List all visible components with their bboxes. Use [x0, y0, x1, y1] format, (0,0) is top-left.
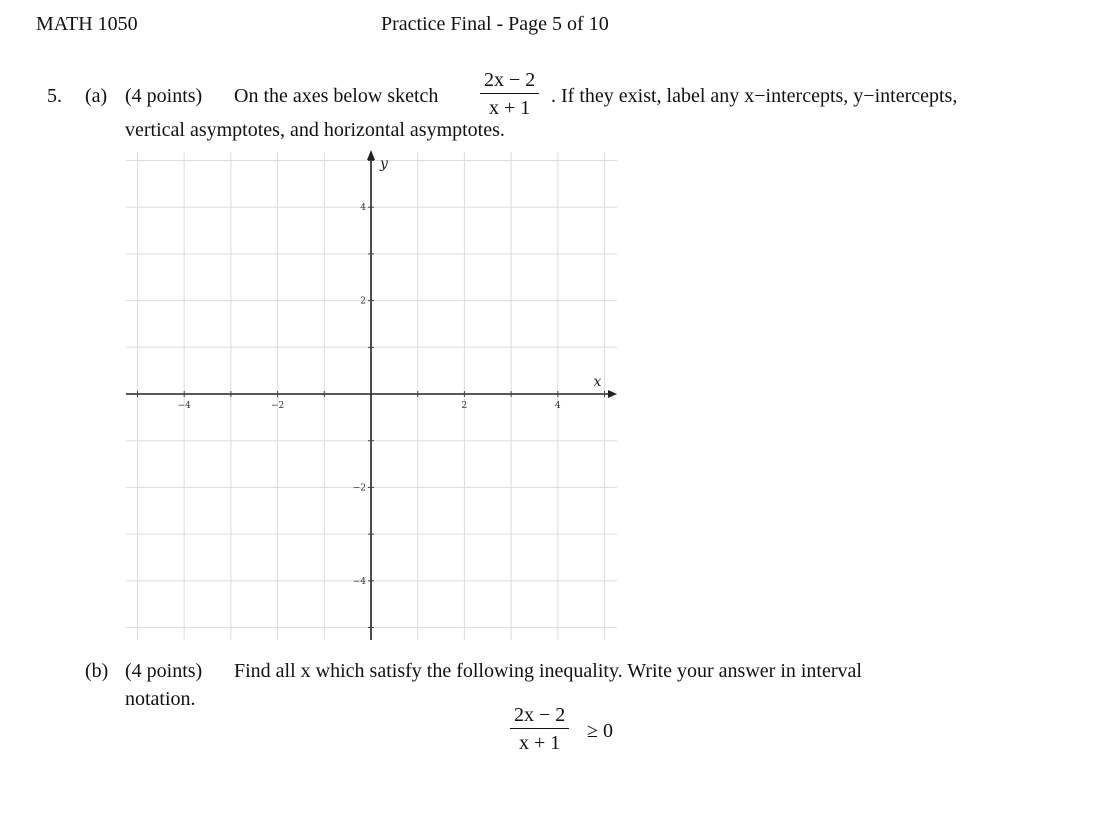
x-tick-label: 4	[554, 401, 561, 411]
part-a-text-after: . If they exist, label any x−intercepts, y−intercepts,	[551, 85, 958, 107]
y-tick-label: −4	[352, 576, 366, 587]
course-name: MATH 1050	[36, 13, 138, 35]
y-axis-label: y	[380, 156, 388, 172]
x-tick-label: 2	[461, 401, 468, 411]
part-b-points: (4 points)	[125, 660, 203, 682]
fraction-denominator: x + 1	[519, 732, 561, 754]
inequality-relation: ≥ 0	[587, 720, 613, 742]
part-b-fraction	[510, 705, 569, 753]
y-axis-arrow-icon	[367, 150, 375, 160]
part-a-text: On the axes below sketch	[234, 85, 439, 107]
x-axis-label: x	[593, 374, 602, 390]
problem-number: 5.	[47, 85, 62, 107]
fraction-numerator: 2x − 2	[480, 70, 539, 94]
part-b-line2: notation.	[125, 688, 196, 710]
part-b-label: (b)	[85, 660, 109, 682]
y-tick-label: −2	[352, 483, 366, 494]
part-a-points: (4 points)	[125, 85, 203, 107]
page-title: Practice Final - Page 5 of 10	[381, 13, 609, 35]
part-b-text: Find all x which satisfy the following inequality. Write your answer in interval	[234, 660, 862, 682]
x-tick-label: −2	[270, 401, 285, 411]
y-tick-label: 4	[360, 203, 366, 214]
y-tick-label: 2	[360, 296, 366, 307]
x-axis-arrow-icon	[608, 390, 617, 398]
x-tick-label: −4	[177, 401, 191, 411]
part-a-label: (a)	[85, 85, 108, 107]
part-a-line2: vertical asymptotes, and horizontal asymptotes.	[125, 119, 505, 141]
fraction-denominator: x + 1	[489, 97, 531, 119]
fraction-numerator: 2x − 2	[510, 705, 569, 729]
